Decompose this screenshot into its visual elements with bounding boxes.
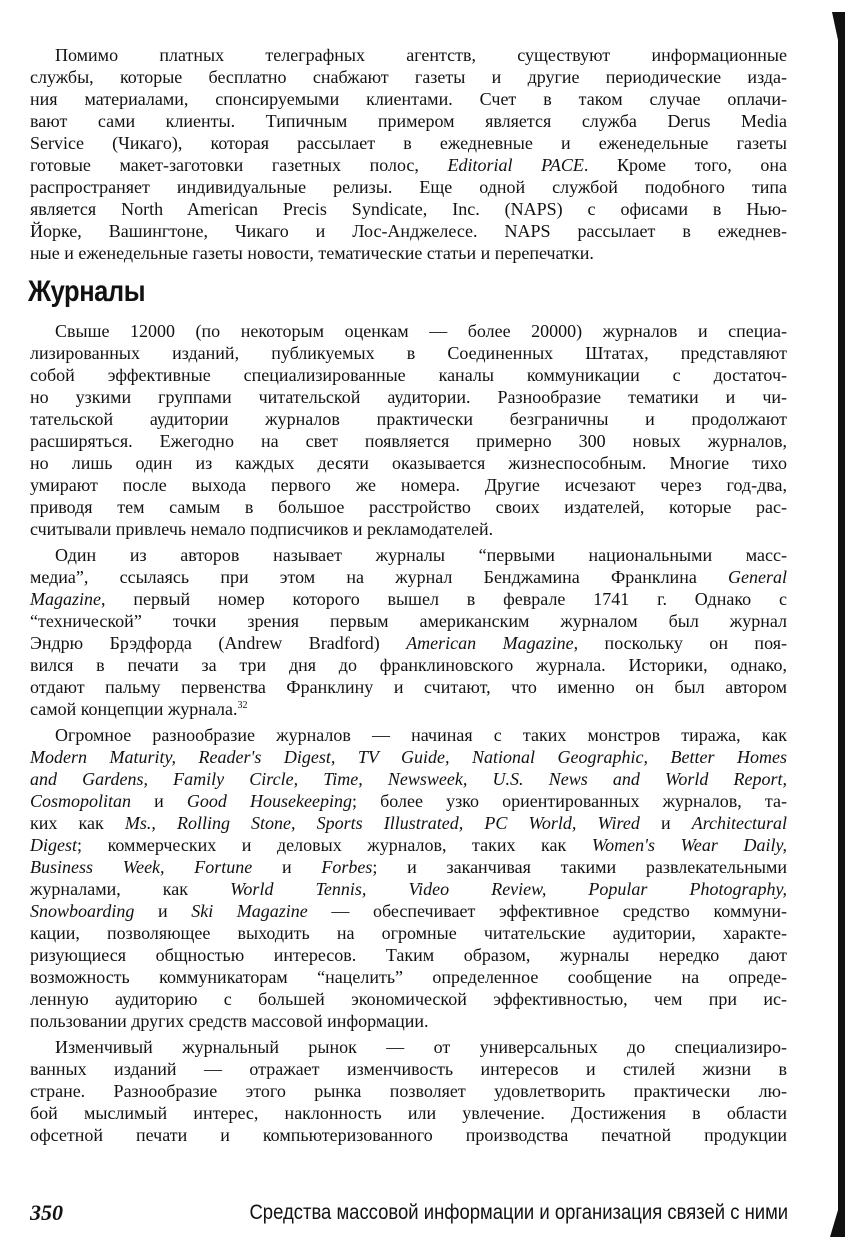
text-line xyxy=(30,566,787,588)
italic-title: Business Week, Fortune xyxy=(30,857,253,877)
text-line xyxy=(30,518,787,540)
italic-title: Ski Magazine xyxy=(191,901,308,921)
text-line xyxy=(30,66,787,88)
text-line xyxy=(30,966,787,988)
text-line xyxy=(30,588,787,610)
text-line xyxy=(30,1124,787,1146)
text-run: службы, которые бесплатно снабжают газеты и другие периодические изда- xyxy=(30,67,787,87)
paragraph-magazine-market xyxy=(30,1036,787,1146)
italic-title: Cosmopolitan xyxy=(30,791,132,811)
italic-title: Forbes xyxy=(321,857,373,877)
text-run: собой эффективные специализированные каналы коммуникации с достаточ- xyxy=(30,365,787,385)
page-number: 350 xyxy=(30,1200,63,1225)
text-run: возможность коммуникаторам “нацелить” определенное сообщение на опреде- xyxy=(30,967,787,987)
text-line xyxy=(30,654,787,676)
text-run: . Кроме того, она xyxy=(583,155,787,175)
italic-title: Modern Maturity, Reader's Digest, TV Guide, National Geographic, Better Homes xyxy=(30,747,787,767)
text-run: журналами, как xyxy=(30,879,231,899)
italic-title: Digest xyxy=(30,835,77,855)
text-run: является North American Precis Syndicate, Inc. (NAPS) с офисами в Нью- xyxy=(30,199,787,219)
text-line xyxy=(30,242,787,264)
italic-title: Snowboarding xyxy=(30,901,135,921)
text-run: умирают после выхода первого же номера. Другие исчезают через год-два, xyxy=(30,475,787,495)
italic-title: Women's Wear Daily, xyxy=(591,835,787,855)
italic-title: and Gardens, Family Circle, Time, Newsweek, U.S. News and World Report, xyxy=(30,769,787,789)
text-run: готовые макет-заготовки газетных полос, xyxy=(30,155,448,175)
text-line xyxy=(30,768,787,790)
text-run: Service (Чикаго), которая рассылает в ежедневные и еженедельные газеты xyxy=(30,133,787,153)
text-run: офсетной печати и компьютеризованного производства печатной продукции xyxy=(30,1125,787,1145)
section-heading: Журналы xyxy=(28,275,146,308)
text-run: кации, позволяющее выходить на огромные читательские аудитории, характе- xyxy=(30,923,787,943)
text-run: считывали привлечь немало подписчиков и рекламодателей. xyxy=(30,519,494,539)
text-run: стране. Разнообразие этого рынка позволяет удовлетворить практически лю- xyxy=(30,1081,787,1101)
text-line xyxy=(30,386,787,408)
text-run: Эндрю Брэдфорда (Andrew Bradford) xyxy=(30,633,407,653)
text-run: вают сами клиенты. Типичным примером является служба Derus Media xyxy=(30,111,787,131)
text-run: и xyxy=(639,813,692,833)
italic-title: Ms., Rolling Stone, Sports Illustrated, PC World, Wired xyxy=(124,813,640,833)
text-run: самой концепции журнала. xyxy=(30,699,238,719)
text-line xyxy=(30,632,787,654)
text-run: приводя тем самым в большое расстройство своих издателей, которые рас- xyxy=(30,497,787,517)
text-line xyxy=(30,724,787,746)
text-line xyxy=(30,878,787,900)
text-column xyxy=(30,44,787,1146)
text-run: и xyxy=(131,791,187,811)
text-line xyxy=(30,988,787,1010)
footnote-marker: 32 xyxy=(237,700,248,711)
text-line xyxy=(30,364,787,386)
text-run: и xyxy=(134,901,192,921)
text-line xyxy=(30,44,787,66)
page-edge-tip xyxy=(832,12,838,40)
text-line xyxy=(30,452,787,474)
text-line xyxy=(30,320,787,342)
text-line xyxy=(30,88,787,110)
text-run: ких как xyxy=(30,813,125,833)
running-title: Средства массовой информации и организация связей с ними xyxy=(249,1201,788,1224)
text-line xyxy=(30,1036,787,1058)
text-run: лизированных изданий, публикуемых в Соединенных Штатах, представляют xyxy=(30,343,787,363)
text-line xyxy=(30,812,787,834)
italic-title: Good Housekeeping xyxy=(186,791,352,811)
text-line xyxy=(30,198,787,220)
text-line xyxy=(30,220,787,242)
page-edge-tip xyxy=(830,1210,838,1237)
text-line xyxy=(30,746,787,768)
page-edge-bar xyxy=(838,12,845,1237)
text-run: но лишь один из каждых десяти оказывается жизнеспособным. Многие тихо xyxy=(30,453,787,473)
text-run: ; более узко ориентированных журналов, та- xyxy=(351,791,787,811)
text-line xyxy=(30,176,787,198)
text-line xyxy=(30,900,787,922)
text-line xyxy=(30,544,787,566)
text-run: “технической” точки зрения первым американским журналом был журнал xyxy=(30,611,787,631)
paragraph-news-services xyxy=(30,44,787,264)
text-run: Свыше 12000 (по некоторым оценкам — более 20000) журналов и специа- xyxy=(55,321,787,341)
italic-title: American Magazine xyxy=(406,633,574,653)
text-run: бой мыслимый интерес, наклонность или увлечение. Достижения в области xyxy=(30,1103,787,1123)
text-line xyxy=(30,944,787,966)
text-line xyxy=(30,676,787,698)
text-run: медиа”, ссылаясь при этом на журнал Бенджамина Франклина xyxy=(30,567,729,587)
text-run: , первый номер которого вышел в феврале 1741 г. Однако с xyxy=(101,589,787,609)
text-line xyxy=(30,790,787,812)
text-run: Изменчивый журнальный рынок — от универсальных до специализиро- xyxy=(55,1037,787,1057)
text-run: ризующиеся общностью интересов. Таким образом, журналы нередко дают xyxy=(30,945,787,965)
text-run: тательской аудитории журналов практически безграничны и продолжают xyxy=(30,409,787,429)
text-line xyxy=(30,922,787,944)
italic-title: Architectural xyxy=(691,813,788,833)
text-run: ; и заканчивая такими развлекательными xyxy=(372,857,787,877)
text-line xyxy=(30,834,787,856)
text-run: , поскольку он поя- xyxy=(573,633,787,653)
text-run: — обеспечивает эффективное средство коммуни- xyxy=(307,901,787,921)
text-run: ния материалами, спонсируемыми клиентами. Счет в таком случае оплачи- xyxy=(30,89,787,109)
italic-title: General xyxy=(728,567,787,587)
text-run: распространяет индивидуальные релизы. Еще одной службой подобного типа xyxy=(30,177,787,197)
text-run: ленную аудиторию с большей экономической эффективностью, чем при ис- xyxy=(30,989,787,1009)
text-line xyxy=(30,430,787,452)
italic-title: Magazine xyxy=(30,589,101,609)
text-run: Огромное разнообразие журналов — начиная с таких монстров тиража, как xyxy=(55,725,787,745)
text-run: пользовании других средств массовой информации. xyxy=(30,1011,429,1031)
text-run: но узкими группами читательской аудитории. Разнообразие тематики и чи- xyxy=(30,387,787,407)
text-line xyxy=(30,408,787,430)
italic-title: Editorial PACE xyxy=(447,155,584,175)
text-run: расширяться. Ежегодно на свет появляется примерно 300 новых журналов, xyxy=(30,431,787,451)
text-run: ванных изданий — отражает изменчивость интересов и стилей жизни в xyxy=(30,1059,787,1079)
text-line xyxy=(30,1080,787,1102)
text-line xyxy=(30,1058,787,1080)
text-line xyxy=(30,1010,787,1032)
text-line xyxy=(30,474,787,496)
text-run: Один из авторов называет журналы “первыми национальными масс- xyxy=(55,545,787,565)
text-run: ; коммерческих и деловых журналов, таких как xyxy=(77,835,592,855)
text-line xyxy=(30,856,787,878)
text-line xyxy=(30,154,787,176)
text-line xyxy=(30,610,787,632)
italic-title: World Tennis, Video Review, Popular Photography, xyxy=(230,879,788,899)
text-run: вился в печати за три дня до франклиновского журнала. Историки, однако, xyxy=(30,655,787,675)
text-run: Помимо платных телеграфных агентств, существуют информационные xyxy=(55,45,787,65)
paragraph-magazines-intro xyxy=(30,320,787,540)
text-line xyxy=(30,110,787,132)
text-line xyxy=(30,132,787,154)
text-line xyxy=(30,496,787,518)
text-run: ные и еженедельные газеты новости, тематические статьи и перепечатки. xyxy=(30,243,594,263)
paragraph-magazine-variety xyxy=(30,724,787,1032)
text-line xyxy=(30,342,787,364)
text-run: Йорке, Вашингтоне, Чикаго и Лос-Анджелесе. NAPS рассылает в ежеднев- xyxy=(30,221,787,241)
text-run: и xyxy=(252,857,322,877)
text-line xyxy=(30,698,787,720)
text-run: отдают пальму первенства Франклину и считают, что именно он был автором xyxy=(30,677,787,697)
text-line xyxy=(30,1102,787,1124)
paragraph-magazine-history xyxy=(30,544,787,720)
